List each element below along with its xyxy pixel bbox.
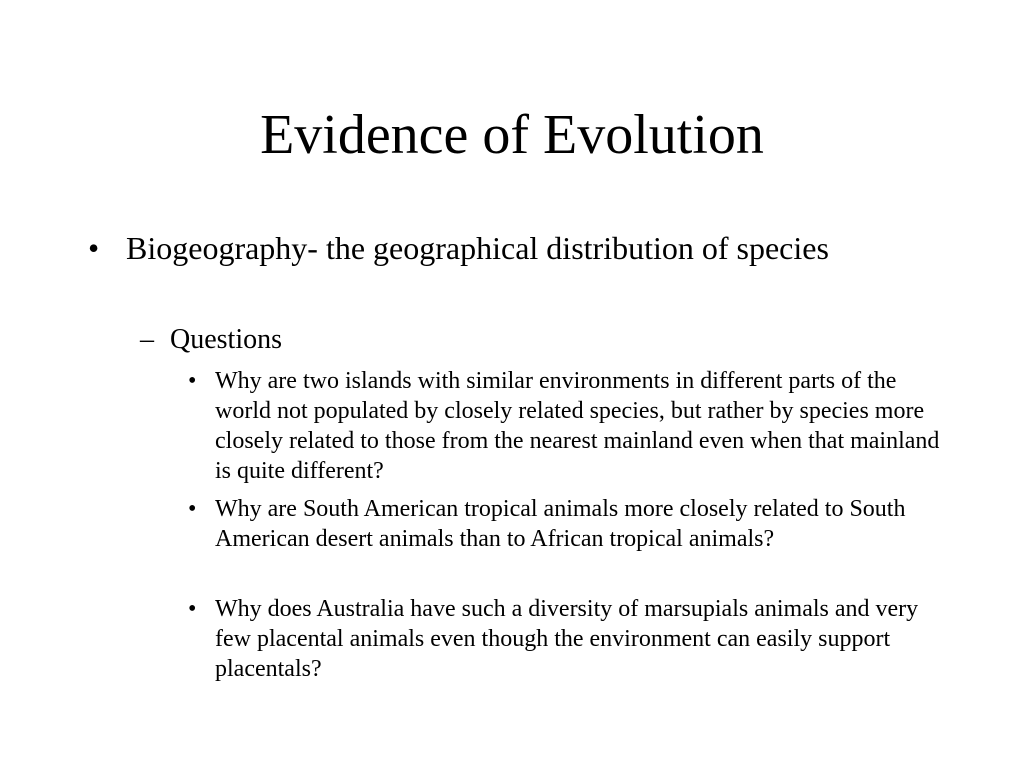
- dash-marker: –: [140, 324, 154, 355]
- bullet-marker: •: [188, 596, 197, 622]
- question-text: Why does Australia have such a diversity of marsupials animals and very few placental animals even though the environment can easily support placentals?: [215, 596, 919, 682]
- bullet-marker: •: [88, 230, 100, 266]
- bullet-biogeography: [88, 227, 916, 269]
- question-text: Why are two islands with similar environments in different parts of the world not populated by closely related species, but rather by species more closely related to those from the nearest mainland even when that mainland is quite different?: [215, 368, 940, 484]
- question-item: [188, 366, 945, 486]
- sub-bullet-questions: [140, 322, 930, 358]
- sub-bullet-text: Questions: [170, 324, 282, 355]
- question-item: [188, 494, 945, 554]
- question-text: Why are South American tropical animals more closely related to South American desert animals than to African tropical animals?: [215, 496, 906, 552]
- bullet-marker: •: [188, 368, 197, 394]
- bullet-marker: •: [188, 496, 197, 522]
- slide-title: Evidence of Evolution: [260, 104, 764, 166]
- question-item: [188, 594, 945, 684]
- bullet-text: Biogeography- the geographical distribution of species: [126, 230, 829, 266]
